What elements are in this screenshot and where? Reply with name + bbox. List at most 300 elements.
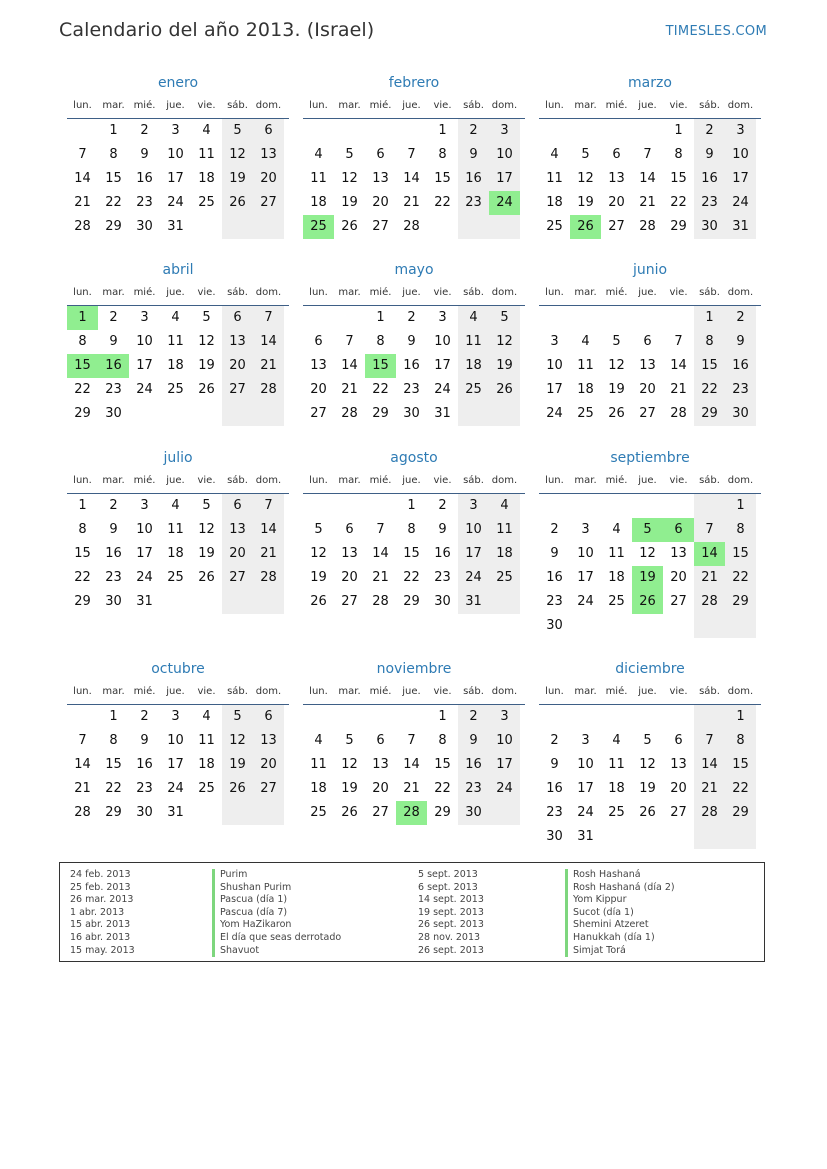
day-cell[interactable]: 22 — [105, 195, 122, 210]
day-cell[interactable]: 16 — [136, 757, 153, 772]
day-cell[interactable]: 7 — [345, 334, 354, 349]
day-cell[interactable]: 31 — [434, 406, 451, 421]
day-cell[interactable]: 24 — [167, 781, 184, 796]
day-cell[interactable]: 12 — [310, 546, 327, 561]
day-cell[interactable]: 27 — [372, 219, 389, 234]
day-cell[interactable]: 13 — [253, 143, 284, 167]
day-cell[interactable]: 5 — [202, 310, 211, 325]
day-cell[interactable]: 18 — [546, 195, 563, 210]
day-cell[interactable]: 19 — [639, 781, 656, 796]
day-cell[interactable]: 3 — [140, 498, 149, 513]
day-cell[interactable]: 21 — [403, 781, 420, 796]
day-cell[interactable]: 15 — [105, 171, 122, 186]
day-cell[interactable]: 13 — [670, 546, 687, 561]
day-cell[interactable]: 10 — [167, 147, 184, 162]
day-cell[interactable]: 17 — [434, 358, 451, 373]
day-cell[interactable]: 4 — [314, 733, 323, 748]
day-cell[interactable]: 19 — [222, 753, 253, 777]
day-cell[interactable]: 1 — [109, 709, 118, 724]
day-cell[interactable]: 15 — [434, 171, 451, 186]
day-cell[interactable]: 31 — [136, 594, 153, 609]
day-cell[interactable]: 25 — [577, 406, 594, 421]
day-cell[interactable]: 29 — [694, 402, 725, 426]
day-cell[interactable]: 22 — [372, 382, 389, 397]
day-cell[interactable]: 25 — [608, 594, 625, 609]
day-cell[interactable]: 27 — [608, 219, 625, 234]
day-cell[interactable]: 31 — [167, 219, 184, 234]
day-cell[interactable]: 22 — [725, 566, 756, 590]
day-cell[interactable]: 29 — [105, 805, 122, 820]
day-cell[interactable]: 9 — [438, 522, 447, 537]
day-cell[interactable]: 28 — [341, 406, 358, 421]
day-cell[interactable]: 11 — [310, 757, 327, 772]
day-cell[interactable]: 18 — [577, 382, 594, 397]
day-cell[interactable]: 22 — [670, 195, 687, 210]
day-cell[interactable]: 11 — [608, 546, 625, 561]
day-cell[interactable]: 10 — [434, 334, 451, 349]
day-cell[interactable]: 4 — [314, 147, 323, 162]
day-cell[interactable]: 15 — [365, 354, 396, 378]
day-cell[interactable]: 24 — [136, 570, 153, 585]
day-cell[interactable]: 6 — [643, 334, 652, 349]
day-cell[interactable]: 19 — [222, 167, 253, 191]
day-cell[interactable]: 21 — [74, 195, 91, 210]
day-cell[interactable]: 26 — [639, 805, 656, 820]
day-cell[interactable]: 9 — [458, 143, 489, 167]
day-cell[interactable]: 14 — [74, 757, 91, 772]
day-cell[interactable]: 22 — [105, 781, 122, 796]
day-cell[interactable]: 30 — [136, 219, 153, 234]
day-cell[interactable]: 27 — [253, 777, 284, 801]
day-cell[interactable]: 21 — [670, 382, 687, 397]
day-cell[interactable]: 22 — [74, 382, 91, 397]
day-cell[interactable]: 18 — [489, 542, 520, 566]
day-cell[interactable]: 30 — [725, 402, 756, 426]
day-cell[interactable]: 13 — [372, 171, 389, 186]
day-cell[interactable]: 3 — [489, 119, 520, 143]
day-cell[interactable]: 22 — [694, 378, 725, 402]
day-cell[interactable]: 1 — [725, 494, 756, 518]
day-cell[interactable]: 13 — [372, 757, 389, 772]
day-cell[interactable]: 18 — [310, 781, 327, 796]
day-cell[interactable]: 16 — [458, 753, 489, 777]
day-cell[interactable]: 30 — [458, 801, 489, 825]
day-cell[interactable]: 29 — [670, 219, 687, 234]
day-cell[interactable]: 17 — [577, 781, 594, 796]
day-cell[interactable]: 18 — [608, 781, 625, 796]
day-cell[interactable]: 23 — [403, 382, 420, 397]
day-cell[interactable]: 25 — [489, 566, 520, 590]
day-cell[interactable]: 4 — [171, 498, 180, 513]
day-cell[interactable]: 10 — [489, 729, 520, 753]
day-cell[interactable]: 4 — [458, 306, 489, 330]
day-cell[interactable]: 10 — [577, 546, 594, 561]
day-cell[interactable]: 3 — [581, 522, 590, 537]
day-cell[interactable]: 4 — [202, 123, 211, 138]
day-cell[interactable]: 12 — [222, 143, 253, 167]
day-cell[interactable]: 22 — [403, 570, 420, 585]
day-cell[interactable]: 27 — [222, 378, 253, 402]
day-cell[interactable]: 26 — [198, 382, 215, 397]
day-cell[interactable]: 19 — [489, 354, 520, 378]
day-cell[interactable]: 8 — [109, 733, 118, 748]
day-cell[interactable]: 28 — [670, 406, 687, 421]
day-cell[interactable]: 14 — [74, 171, 91, 186]
day-cell[interactable]: 1 — [725, 705, 756, 729]
day-cell[interactable]: 21 — [74, 781, 91, 796]
day-cell[interactable]: 14 — [639, 171, 656, 186]
day-cell[interactable]: 9 — [109, 334, 118, 349]
day-cell[interactable]: 16 — [403, 358, 420, 373]
brand-link[interactable]: TIMESLES.COM — [665, 24, 767, 39]
day-cell[interactable]: 25 — [167, 382, 184, 397]
day-cell[interactable]: 9 — [407, 334, 416, 349]
day-cell[interactable]: 17 — [489, 753, 520, 777]
day-cell[interactable]: 6 — [253, 705, 284, 729]
day-cell[interactable]: 8 — [725, 729, 756, 753]
day-cell[interactable]: 28 — [74, 805, 91, 820]
day-cell[interactable]: 16 — [105, 546, 122, 561]
day-cell[interactable]: 5 — [643, 733, 652, 748]
day-cell[interactable]: 24 — [546, 406, 563, 421]
day-cell[interactable]: 13 — [341, 546, 358, 561]
day-cell[interactable]: 2 — [140, 709, 149, 724]
day-cell[interactable]: 1 — [438, 709, 447, 724]
day-cell[interactable]: 19 — [341, 195, 358, 210]
day-cell[interactable]: 5 — [314, 522, 323, 537]
day-cell[interactable]: 19 — [577, 195, 594, 210]
day-cell[interactable]: 27 — [372, 805, 389, 820]
day-cell[interactable]: 20 — [372, 195, 389, 210]
day-cell[interactable]: 7 — [694, 518, 725, 542]
day-cell[interactable]: 8 — [438, 733, 447, 748]
day-cell[interactable]: 13 — [222, 330, 253, 354]
day-cell[interactable]: 13 — [670, 757, 687, 772]
day-cell[interactable]: 16 — [725, 354, 756, 378]
day-cell[interactable]: 2 — [694, 119, 725, 143]
day-cell[interactable]: 18 — [198, 171, 215, 186]
day-cell[interactable]: 26 — [310, 594, 327, 609]
day-cell[interactable]: 11 — [546, 171, 563, 186]
day-cell[interactable]: 3 — [725, 119, 756, 143]
day-cell[interactable]: 4 — [489, 494, 520, 518]
day-cell[interactable]: 21 — [253, 354, 284, 378]
day-cell[interactable]: 23 — [458, 191, 489, 215]
day-cell[interactable]: 1 — [438, 123, 447, 138]
day-cell[interactable]: 4 — [550, 147, 559, 162]
day-cell[interactable]: 9 — [140, 733, 149, 748]
day-cell[interactable]: 6 — [314, 334, 323, 349]
day-cell[interactable]: 20 — [608, 195, 625, 210]
day-cell[interactable]: 19 — [310, 570, 327, 585]
day-cell[interactable]: 14 — [253, 330, 284, 354]
day-cell[interactable]: 10 — [136, 334, 153, 349]
day-cell[interactable]: 6 — [674, 733, 683, 748]
day-cell[interactable]: 10 — [577, 757, 594, 772]
day-cell[interactable]: 24 — [725, 191, 756, 215]
day-cell[interactable]: 18 — [167, 358, 184, 373]
day-cell[interactable]: 19 — [198, 358, 215, 373]
day-cell[interactable]: 2 — [458, 119, 489, 143]
day-cell[interactable]: 26 — [222, 777, 253, 801]
day-cell[interactable]: 15 — [694, 354, 725, 378]
day-cell[interactable]: 9 — [458, 729, 489, 753]
day-cell[interactable]: 20 — [253, 167, 284, 191]
day-cell[interactable]: 8 — [694, 330, 725, 354]
day-cell[interactable]: 5 — [612, 334, 621, 349]
day-cell[interactable]: 15 — [67, 354, 98, 378]
day-cell[interactable]: 11 — [198, 147, 215, 162]
day-cell[interactable]: 4 — [612, 522, 621, 537]
day-cell[interactable]: 6 — [222, 494, 253, 518]
day-cell[interactable]: 2 — [550, 522, 559, 537]
day-cell[interactable]: 11 — [577, 358, 594, 373]
day-cell[interactable]: 18 — [310, 195, 327, 210]
day-cell[interactable]: 4 — [581, 334, 590, 349]
day-cell[interactable]: 20 — [222, 354, 253, 378]
day-cell[interactable]: 28 — [694, 801, 725, 825]
day-cell[interactable]: 10 — [725, 143, 756, 167]
day-cell[interactable]: 7 — [253, 494, 284, 518]
day-cell[interactable]: 24 — [167, 195, 184, 210]
day-cell[interactable]: 27 — [639, 406, 656, 421]
day-cell[interactable]: 14 — [372, 546, 389, 561]
day-cell[interactable]: 25 — [198, 195, 215, 210]
day-cell[interactable]: 23 — [546, 805, 563, 820]
day-cell[interactable]: 10 — [167, 733, 184, 748]
day-cell[interactable]: 11 — [167, 334, 184, 349]
day-cell[interactable]: 17 — [136, 358, 153, 373]
day-cell[interactable]: 30 — [105, 594, 122, 609]
day-cell[interactable]: 13 — [222, 518, 253, 542]
day-cell[interactable]: 9 — [725, 330, 756, 354]
day-cell[interactable]: 5 — [632, 518, 663, 542]
day-cell[interactable]: 20 — [222, 542, 253, 566]
day-cell[interactable]: 17 — [167, 757, 184, 772]
day-cell[interactable]: 6 — [376, 147, 385, 162]
day-cell[interactable]: 21 — [341, 382, 358, 397]
day-cell[interactable]: 12 — [639, 546, 656, 561]
day-cell[interactable]: 23 — [136, 195, 153, 210]
day-cell[interactable]: 10 — [458, 518, 489, 542]
day-cell[interactable]: 30 — [546, 829, 563, 844]
day-cell[interactable]: 12 — [198, 334, 215, 349]
day-cell[interactable]: 8 — [78, 522, 87, 537]
day-cell[interactable]: 31 — [458, 590, 489, 614]
day-cell[interactable]: 29 — [74, 594, 91, 609]
day-cell[interactable]: 8 — [78, 334, 87, 349]
day-cell[interactable]: 8 — [725, 518, 756, 542]
day-cell[interactable]: 7 — [674, 334, 683, 349]
day-cell[interactable]: 22 — [74, 570, 91, 585]
day-cell[interactable]: 25 — [608, 805, 625, 820]
day-cell[interactable]: 20 — [670, 570, 687, 585]
day-cell[interactable]: 24 — [458, 566, 489, 590]
day-cell[interactable]: 5 — [222, 119, 253, 143]
day-cell[interactable]: 6 — [612, 147, 621, 162]
day-cell[interactable]: 5 — [202, 498, 211, 513]
day-cell[interactable]: 20 — [253, 753, 284, 777]
day-cell[interactable]: 29 — [74, 406, 91, 421]
day-cell[interactable]: 10 — [489, 143, 520, 167]
day-cell[interactable]: 22 — [434, 195, 451, 210]
day-cell[interactable]: 2 — [725, 306, 756, 330]
day-cell[interactable]: 5 — [345, 733, 354, 748]
day-cell[interactable]: 24 — [136, 382, 153, 397]
day-cell[interactable]: 23 — [546, 594, 563, 609]
day-cell[interactable]: 8 — [376, 334, 385, 349]
day-cell[interactable]: 5 — [489, 306, 520, 330]
day-cell[interactable]: 30 — [105, 406, 122, 421]
day-cell[interactable]: 1 — [694, 306, 725, 330]
day-cell[interactable]: 25 — [167, 570, 184, 585]
day-cell[interactable]: 28 — [74, 219, 91, 234]
day-cell[interactable]: 21 — [253, 542, 284, 566]
day-cell[interactable]: 26 — [608, 406, 625, 421]
day-cell[interactable]: 28 — [372, 594, 389, 609]
day-cell[interactable]: 3 — [581, 733, 590, 748]
day-cell[interactable]: 7 — [407, 147, 416, 162]
day-cell[interactable]: 19 — [608, 382, 625, 397]
day-cell[interactable]: 5 — [581, 147, 590, 162]
day-cell[interactable]: 5 — [345, 147, 354, 162]
day-cell[interactable]: 30 — [136, 805, 153, 820]
day-cell[interactable]: 16 — [136, 171, 153, 186]
day-cell[interactable]: 23 — [105, 382, 122, 397]
day-cell[interactable]: 27 — [670, 805, 687, 820]
day-cell[interactable]: 17 — [725, 167, 756, 191]
day-cell[interactable]: 23 — [458, 777, 489, 801]
day-cell[interactable]: 3 — [171, 709, 180, 724]
day-cell[interactable]: 23 — [694, 191, 725, 215]
day-cell[interactable]: 13 — [608, 171, 625, 186]
day-cell[interactable]: 8 — [438, 147, 447, 162]
day-cell[interactable]: 2 — [407, 310, 416, 325]
day-cell[interactable]: 20 — [372, 781, 389, 796]
day-cell[interactable]: 28 — [639, 219, 656, 234]
day-cell[interactable]: 28 — [403, 219, 420, 234]
day-cell[interactable]: 31 — [577, 829, 594, 844]
day-cell[interactable]: 12 — [341, 171, 358, 186]
day-cell[interactable]: 25 — [458, 378, 489, 402]
day-cell[interactable]: 29 — [403, 594, 420, 609]
day-cell[interactable]: 2 — [458, 705, 489, 729]
day-cell[interactable]: 26 — [632, 590, 663, 614]
day-cell[interactable]: 21 — [694, 566, 725, 590]
day-cell[interactable]: 15 — [74, 546, 91, 561]
day-cell[interactable]: 27 — [222, 566, 253, 590]
day-cell[interactable]: 7 — [253, 306, 284, 330]
day-cell[interactable]: 11 — [198, 733, 215, 748]
day-cell[interactable]: 5 — [222, 705, 253, 729]
day-cell[interactable]: 29 — [725, 801, 756, 825]
day-cell[interactable]: 9 — [109, 522, 118, 537]
day-cell[interactable]: 27 — [310, 406, 327, 421]
day-cell[interactable]: 9 — [140, 147, 149, 162]
day-cell[interactable]: 15 — [105, 757, 122, 772]
day-cell[interactable]: 26 — [489, 378, 520, 402]
day-cell[interactable]: 17 — [546, 382, 563, 397]
day-cell[interactable]: 26 — [341, 219, 358, 234]
day-cell[interactable]: 25 — [310, 805, 327, 820]
day-cell[interactable]: 14 — [694, 753, 725, 777]
day-cell[interactable]: 22 — [434, 781, 451, 796]
day-cell[interactable]: 4 — [202, 709, 211, 724]
day-cell[interactable]: 29 — [372, 406, 389, 421]
day-cell[interactable]: 6 — [345, 522, 354, 537]
day-cell[interactable]: 31 — [725, 215, 756, 239]
day-cell[interactable]: 18 — [198, 757, 215, 772]
day-cell[interactable]: 11 — [310, 171, 327, 186]
day-cell[interactable]: 14 — [341, 358, 358, 373]
day-cell[interactable]: 17 — [489, 167, 520, 191]
day-cell[interactable]: 19 — [632, 566, 663, 590]
day-cell[interactable]: 31 — [167, 805, 184, 820]
day-cell[interactable]: 16 — [546, 781, 563, 796]
day-cell[interactable]: 24 — [434, 382, 451, 397]
day-cell[interactable]: 17 — [167, 171, 184, 186]
day-cell[interactable]: 10 — [136, 522, 153, 537]
day-cell[interactable]: 26 — [198, 570, 215, 585]
day-cell[interactable]: 20 — [341, 570, 358, 585]
day-cell[interactable]: 3 — [438, 310, 447, 325]
day-cell[interactable]: 1 — [407, 498, 416, 513]
day-cell[interactable]: 24 — [577, 805, 594, 820]
day-cell[interactable]: 11 — [608, 757, 625, 772]
day-cell[interactable]: 6 — [222, 306, 253, 330]
day-cell[interactable]: 6 — [663, 518, 694, 542]
day-cell[interactable]: 1 — [67, 306, 98, 330]
day-cell[interactable]: 15 — [725, 542, 756, 566]
day-cell[interactable]: 17 — [458, 542, 489, 566]
day-cell[interactable]: 26 — [222, 191, 253, 215]
day-cell[interactable]: 20 — [310, 382, 327, 397]
day-cell[interactable]: 23 — [434, 570, 451, 585]
day-cell[interactable]: 15 — [725, 753, 756, 777]
day-cell[interactable]: 19 — [198, 546, 215, 561]
day-cell[interactable]: 15 — [403, 546, 420, 561]
day-cell[interactable]: 18 — [167, 546, 184, 561]
day-cell[interactable]: 9 — [550, 546, 559, 561]
day-cell[interactable]: 1 — [376, 310, 385, 325]
day-cell[interactable]: 2 — [109, 498, 118, 513]
day-cell[interactable]: 7 — [78, 147, 87, 162]
day-cell[interactable]: 8 — [407, 522, 416, 537]
day-cell[interactable]: 16 — [434, 546, 451, 561]
day-cell[interactable]: 6 — [376, 733, 385, 748]
day-cell[interactable]: 18 — [458, 354, 489, 378]
day-cell[interactable]: 21 — [639, 195, 656, 210]
day-cell[interactable]: 30 — [434, 594, 451, 609]
day-cell[interactable]: 26 — [341, 805, 358, 820]
day-cell[interactable]: 28 — [253, 566, 284, 590]
day-cell[interactable]: 27 — [670, 594, 687, 609]
day-cell[interactable]: 23 — [725, 378, 756, 402]
day-cell[interactable]: 14 — [403, 757, 420, 772]
day-cell[interactable]: 16 — [98, 354, 129, 378]
day-cell[interactable]: 3 — [489, 705, 520, 729]
day-cell[interactable]: 30 — [546, 618, 563, 633]
day-cell[interactable]: 11 — [458, 330, 489, 354]
day-cell[interactable]: 3 — [458, 494, 489, 518]
day-cell[interactable]: 3 — [171, 123, 180, 138]
day-cell[interactable]: 7 — [407, 733, 416, 748]
day-cell[interactable]: 24 — [489, 191, 520, 215]
day-cell[interactable]: 14 — [694, 542, 725, 566]
day-cell[interactable]: 27 — [253, 191, 284, 215]
day-cell[interactable]: 14 — [403, 171, 420, 186]
day-cell[interactable]: 10 — [546, 358, 563, 373]
